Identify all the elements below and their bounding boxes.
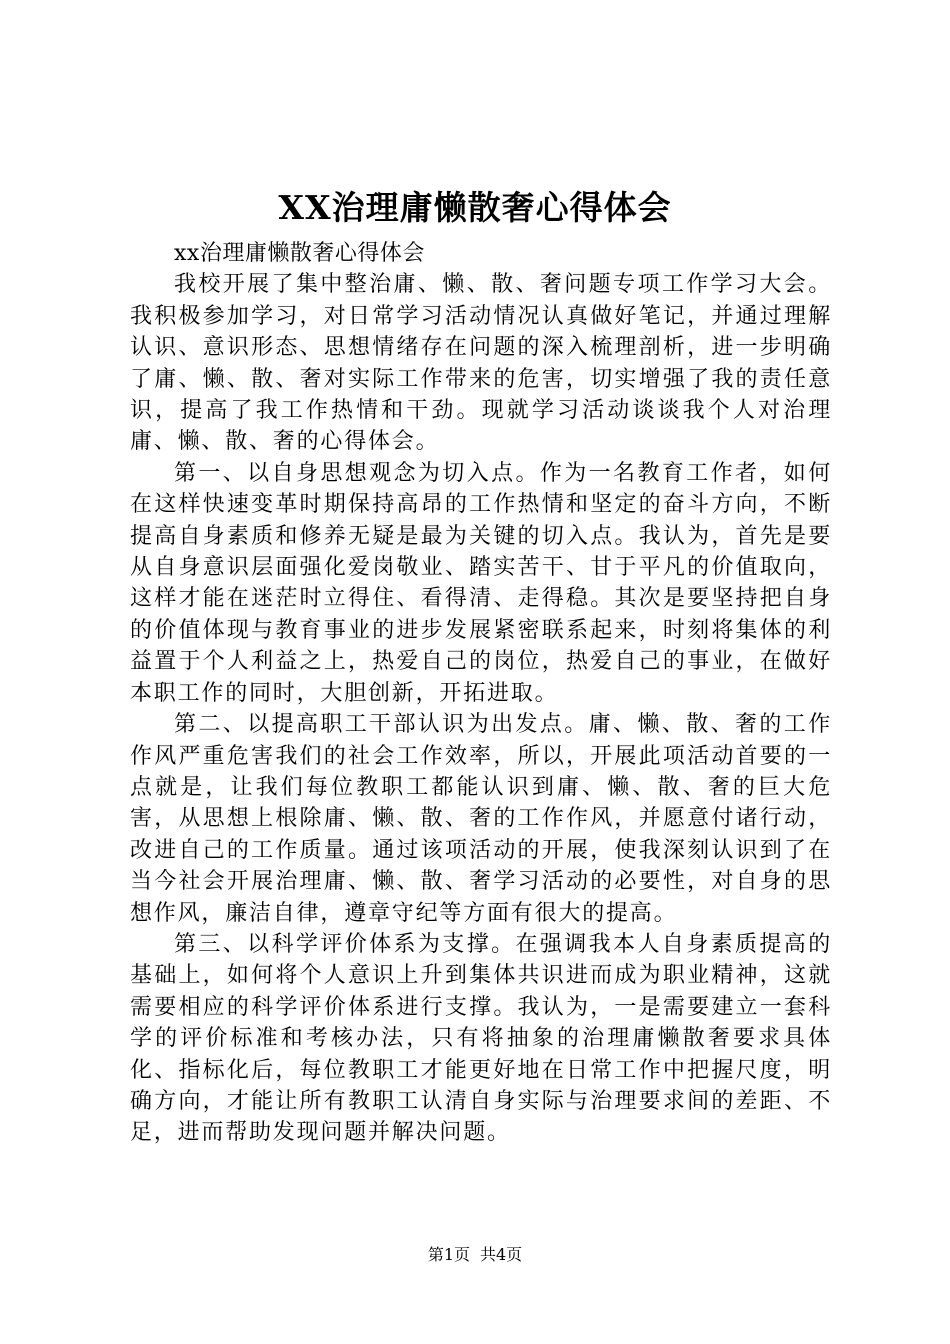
document-subtitle: xx治理庸懒散奢心得体会: [174, 241, 425, 266]
paragraph-intro: 我校开展了集中整治庸、懒、散、奢问题专项工作学习大会。我积极参加学习，对日常学习活动情况认真做好笔记，并通过理解认识、意识形态、思想情绪存在问题的深入梳理剖析，进一步明确了庸、懒、散、奢对实际工作带来的危害，切实增强了我的责任意识，提高了我工作热情和干劲。现就学习活动谈谈我个人对治理庸、懒、散、奢的心得体会。: [130, 272, 832, 455]
document-title: XX治理庸懒散奢心得体会: [278, 188, 672, 227]
paragraph-third-point: 第三、以科学评价体系为支撑。在强调我本人自身素质提高的基础上，如何将个人意识上升到集体共识进而成为职业精神，这就需要相应的科学评价体系进行支撑。我认为，一是需要建立一套科学的评价标准和考核办法，只有将抽象的治理庸懒散奢要求具体化、指标化后，每位教职工才能更好地在日常工作中把握尺度，明确方向，才能让所有教职工认清自身实际与治理要求间的差距、不足，进而帮助发现问题并解决问题。: [130, 931, 832, 1146]
page-footer: [0, 1244, 950, 1266]
paragraph-second-point: 第二、以提高职工干部认识为出发点。庸、懒、散、奢的工作作风严重危害我们的社会工作效率，所以，开展此项活动首要的一点就是，让我们每位教职工都能认识到庸、懒、散、奢的巨大危害，从思想上根除庸、懒、散、奢的工作作风，并愿意付诸行动，改进自己的工作质量。通过该项活动的开展，使我深刻认识到了在当今社会开展治理庸、懒、散、奢学习活动的必要性，对自身的思想作风，廉洁自律，遵章守纪等方面有很大的提高。: [130, 712, 832, 926]
page-total: 共4页: [480, 1245, 523, 1264]
paragraph-first-point: 第一、以自身思想观念为切入点。作为一名教育工作者，如何在这样快速变革时期保持高昂的工作热情和坚定的奋斗方向，不断提高自身素质和修养无疑是最为关键的切入点。我认为，首先是要从自身意识层面强化爱岗敬业、踏实苦干、甘于平凡的价值取向，这样才能在迷茫时立得住、看得清、走得稳。其次是要坚持把自身的价值体现与教育事业的进步发展紧密联系起来，时刻将集体的利益置于个人利益之上，热爱自己的岗位，热爱自己的事业，在做好本职工作的同时，大胆创新，开拓进取。: [130, 460, 832, 706]
page-number: 第1页: [427, 1245, 470, 1264]
document-body: [130, 238, 832, 1149]
